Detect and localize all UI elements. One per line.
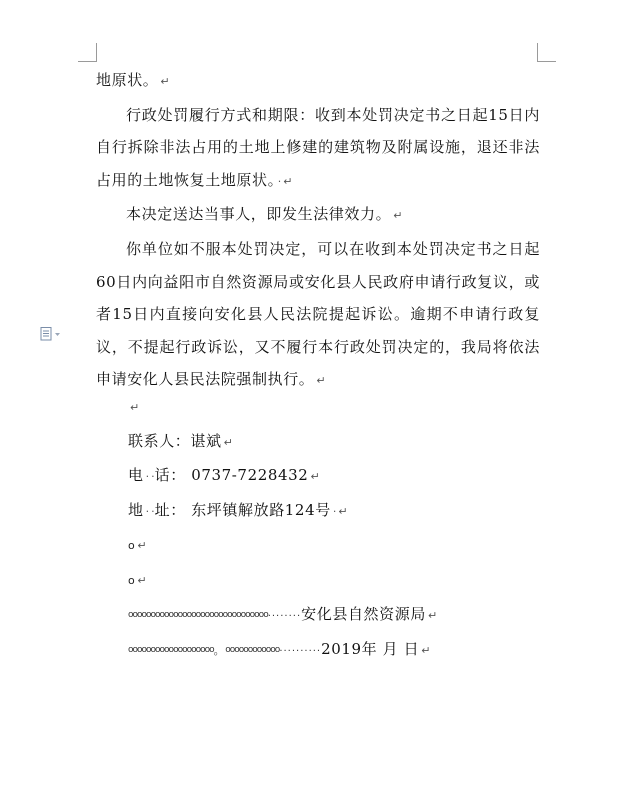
paragraph-continuation <box>96 64 540 99</box>
paragraph-enforcement-terms <box>96 99 540 199</box>
space-marks-run: ········ <box>267 610 302 622</box>
contact-phone-value: 0737-7228432 <box>191 466 309 485</box>
paragraph-text: 本决定送达当事人，即发生法律效力。 <box>126 205 392 224</box>
page-corner-top-right <box>537 43 556 62</box>
paragraph-effectiveness <box>96 198 540 233</box>
paragraph-text: 你单位如不服本处罚决定，可以在收到本处罚决定书之日起60日内向益阳市自然资源局或安化县人民政府申请行政复议，或者15日内直接向安化县人民法院提起诉讼。逾期不申请行政复议，不提起行政诉讼，又不履行本行政处罚决定的，我局将依法申请安化人县民法院强制执行。 <box>96 239 540 389</box>
paragraph-mark: ↵ <box>338 504 348 518</box>
paragraph-mark: ↵ <box>427 608 438 622</box>
space-mark: · <box>332 504 337 518</box>
contact-address-line <box>128 494 437 529</box>
space-marks-run: ·········· <box>279 646 322 658</box>
format-mark: 。 <box>213 644 226 658</box>
space-mark: · <box>151 504 155 518</box>
paragraph-mark: ↵ <box>137 539 147 553</box>
paragraph-mark: ↵ <box>223 435 233 449</box>
signature-date: 2019年 月 日 <box>321 640 420 659</box>
page-corner-top-left <box>78 43 97 62</box>
paragraph-appeal-rights <box>96 233 540 398</box>
paragraph-mark: ↵ <box>283 174 293 188</box>
space-mark: · <box>145 504 150 518</box>
blank-line <box>128 528 437 563</box>
format-mark: o <box>128 539 136 553</box>
space-mark: · <box>145 470 150 484</box>
contact-person-line <box>128 425 437 460</box>
contact-block <box>128 390 437 669</box>
paragraph-mark: ↵ <box>130 401 140 414</box>
contact-person-value: 谌斌 <box>190 431 222 450</box>
document-paste-icon[interactable] <box>40 326 62 340</box>
contact-phone-label: 电 <box>128 466 144 485</box>
paragraph-mark: ↵ <box>137 573 147 587</box>
signature-date-line <box>128 633 437 669</box>
paragraph-mark: ↵ <box>310 470 320 484</box>
paragraph-text: 行政处罚履行方式和期限：收到本处罚决定书之日起15日内自行拆除非法占用的土地上修建的建筑物及附属设施，退还非法占用的土地恢复土地原状。 <box>96 105 540 189</box>
paragraph-mark: ↵ <box>393 209 403 223</box>
blank-line <box>128 390 437 425</box>
format-marks-run: ooooooooooooooooooo <box>128 645 214 656</box>
space-mark: · <box>151 470 155 484</box>
format-marks-run: oooooooooooo <box>225 645 280 656</box>
space-mark: · <box>277 174 282 188</box>
paragraph-mark: ↵ <box>160 75 170 88</box>
paragraph-text: 地原状。 <box>96 71 159 89</box>
contact-address-label: 地 <box>128 500 144 519</box>
signature-organization-line <box>128 598 437 634</box>
format-mark: o <box>128 573 136 587</box>
document-paste-icon-graphic <box>40 327 62 341</box>
signature-organization: 安化县自然资源局 <box>301 604 426 623</box>
contact-address-label-end: 址： <box>154 500 186 519</box>
contact-phone-label-end: 话： <box>154 466 186 485</box>
blank-line <box>128 563 437 598</box>
paragraph-mark: ↵ <box>316 374 326 388</box>
contact-person-label: 联系人： <box>128 431 191 450</box>
format-marks-run: ooooooooooooooooooooooooooooooo <box>128 609 268 620</box>
document-body <box>96 64 540 398</box>
paragraph-mark: ↵ <box>421 644 431 658</box>
contact-phone-line <box>128 459 437 494</box>
contact-address-value: 东坪镇解放路124号 <box>191 500 331 519</box>
